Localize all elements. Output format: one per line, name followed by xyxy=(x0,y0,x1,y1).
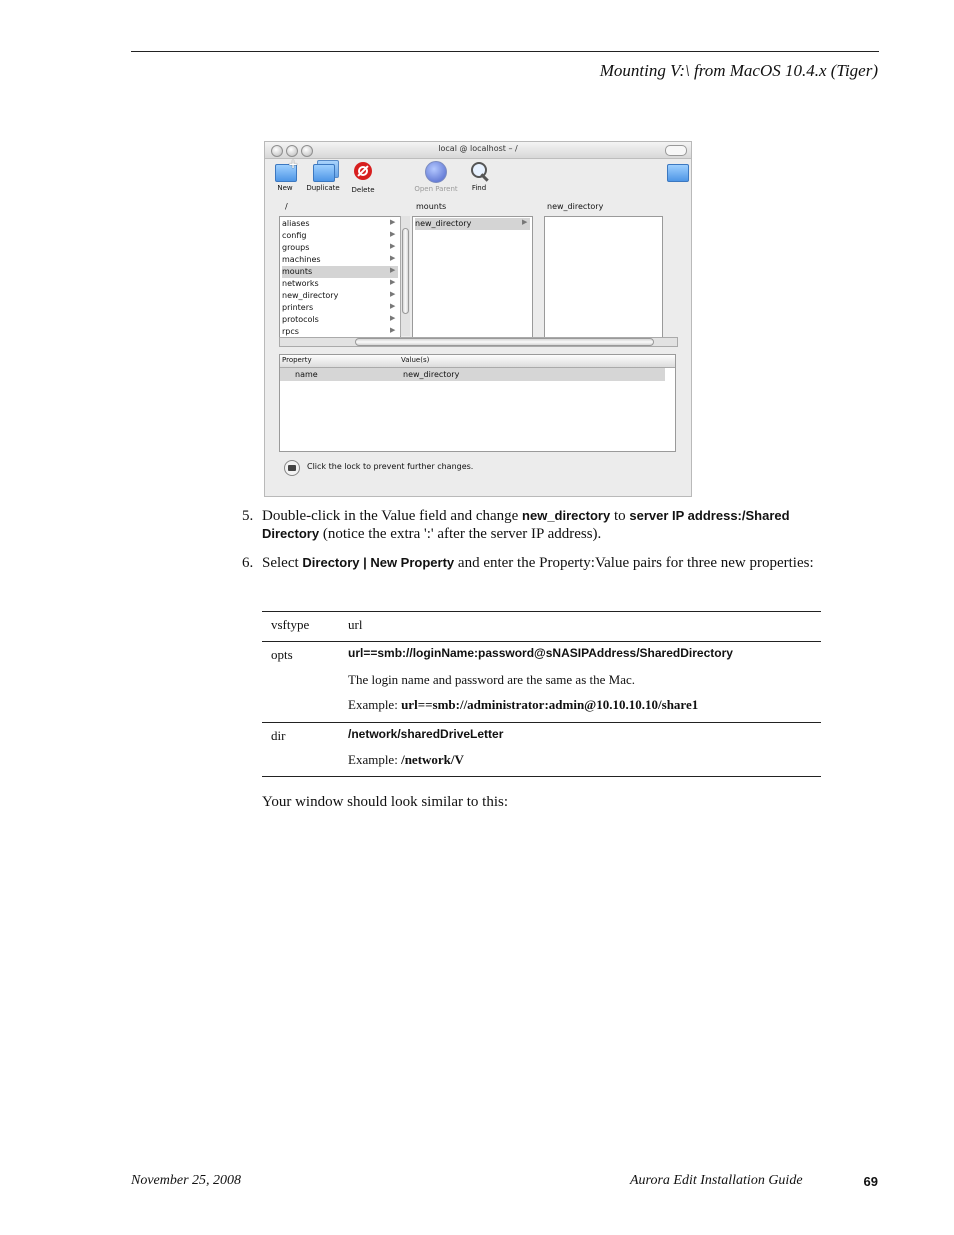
lock-icon xyxy=(284,460,300,476)
closing-text: Your window should look similar to this: xyxy=(262,794,508,810)
list-item: new_directory xyxy=(282,291,339,300)
toolbar-find-label: Find xyxy=(471,184,487,192)
list-item: protocols xyxy=(282,315,319,324)
browser-column-mounts xyxy=(412,216,533,338)
disclosure-arrow-icon: ▶ xyxy=(390,266,396,274)
step-5 xyxy=(242,507,842,543)
disclosure-arrow-icon: ▶ xyxy=(390,278,396,286)
list-item: config xyxy=(282,231,307,240)
footer-guide-title: Aurora Edit Installation Guide xyxy=(630,1173,803,1188)
list-item: networks xyxy=(282,279,319,288)
table-key: vsftype xyxy=(271,617,310,632)
step-number: 6. xyxy=(242,555,254,571)
values-column-header: Value(s) xyxy=(401,356,430,364)
disclosure-arrow-icon: ▶ xyxy=(390,218,396,226)
browser-column-root xyxy=(279,216,401,338)
disclosure-arrow-icon: ▶ xyxy=(390,302,396,310)
find-icon xyxy=(468,160,490,182)
property-column-header: Property xyxy=(282,356,312,364)
toolbar-delete xyxy=(343,160,383,194)
property-table-header xyxy=(280,355,675,368)
text-run: and enter the Property:Value pairs for three new properties: xyxy=(454,555,814,571)
table-rule xyxy=(262,641,821,642)
scroll-thumb xyxy=(402,228,409,314)
delete-icon xyxy=(352,162,374,184)
text-run: to xyxy=(610,508,630,524)
page-number: 69 xyxy=(863,1174,878,1189)
list-item: printers xyxy=(282,303,314,312)
netinfo-window-screenshot xyxy=(264,141,692,497)
table-rule xyxy=(262,776,821,777)
open-parent-icon xyxy=(425,161,447,183)
lock-text: Click the lock to prevent further changes. xyxy=(307,462,474,471)
code-text: new_directory xyxy=(522,508,611,523)
table-value: url==smb://loginName:password@sNASIPAddress/SharedDirectory xyxy=(348,646,733,660)
text-run: Select xyxy=(262,555,303,571)
step-text xyxy=(262,554,822,572)
code-text: server IP address:/Shared Directory xyxy=(262,508,790,541)
toolbar-duplicate xyxy=(303,160,343,192)
table-key: opts xyxy=(271,647,293,662)
disclosure-arrow-icon: ▶ xyxy=(390,326,396,334)
toolbar-new-label: New xyxy=(277,184,293,192)
example-label: Example: xyxy=(348,752,402,767)
toolbar-new xyxy=(265,157,305,192)
horizontal-scrollbar xyxy=(279,337,678,347)
table-example xyxy=(348,697,698,713)
header-rule xyxy=(131,51,879,52)
list-item: rpcs xyxy=(282,327,299,336)
disclosure-arrow-icon: ▶ xyxy=(522,218,528,226)
text-run: (notice the extra ':' after the server IP address). xyxy=(319,526,602,542)
list-item-selected: new_directory xyxy=(415,218,530,230)
window-titlebar xyxy=(265,142,691,159)
column-header-mounts: mounts xyxy=(416,202,447,211)
disclosure-arrow-icon: ▶ xyxy=(390,314,396,322)
column-header-new-directory: new_directory xyxy=(547,202,604,211)
vertical-scrollbar xyxy=(400,216,410,336)
menu-path: Directory | New Property xyxy=(302,555,455,570)
list-item-selected: mounts xyxy=(282,266,398,278)
table-rule xyxy=(262,611,821,612)
table-value: /network/sharedDriveLetter xyxy=(348,727,504,741)
table-row xyxy=(280,368,665,381)
toolbar-find xyxy=(459,160,499,192)
list-item: machines xyxy=(282,255,321,264)
scroll-thumb xyxy=(355,338,654,346)
duplicate-icon xyxy=(312,160,334,182)
running-head: Mounting V:\ from MacOS 10.4.x (Tiger) xyxy=(599,61,878,80)
table-key: dir xyxy=(271,728,286,743)
toolbar-open-parent-label: Open Parent xyxy=(414,185,458,193)
step-number: 5. xyxy=(242,508,254,524)
folder-icon xyxy=(667,162,687,182)
table-note: The login name and password are the same as the Mac. xyxy=(348,672,635,687)
new-folder-icon: + xyxy=(274,160,296,182)
disclosure-arrow-icon: ▶ xyxy=(390,242,396,250)
example-value: /network/V xyxy=(401,752,464,767)
footer-date: November 25, 2008 xyxy=(131,1173,242,1188)
list-item: aliases xyxy=(282,219,310,228)
table-value: url xyxy=(348,617,363,632)
table-rule xyxy=(262,722,821,723)
browser-column-new-directory xyxy=(544,216,663,338)
example-label: Example: xyxy=(348,697,402,712)
step-6 xyxy=(242,554,842,572)
text-run: Double-click in the Value field and change xyxy=(262,508,523,524)
toolbar-delete-label: Delete xyxy=(351,186,375,194)
toolbar-duplicate-label: Duplicate xyxy=(306,184,340,192)
window-title: local @ localhost – / xyxy=(438,144,518,153)
table-example xyxy=(348,752,464,768)
disclosure-arrow-icon: ▶ xyxy=(390,290,396,298)
list-item: groups xyxy=(282,243,310,252)
disclosure-arrow-icon: ▶ xyxy=(390,254,396,262)
property-value-cell: new_directory xyxy=(403,370,460,379)
column-header-root: / xyxy=(285,202,288,211)
example-value: url==smb://administrator:admin@10.10.10.10/share1 xyxy=(401,697,699,712)
property-table xyxy=(279,354,676,452)
toolbar-open-parent xyxy=(411,160,461,193)
disclosure-arrow-icon: ▶ xyxy=(390,230,396,238)
property-name-cell: name xyxy=(295,370,318,379)
toolbar-toggle-icon xyxy=(665,145,687,156)
step-text xyxy=(262,507,842,543)
